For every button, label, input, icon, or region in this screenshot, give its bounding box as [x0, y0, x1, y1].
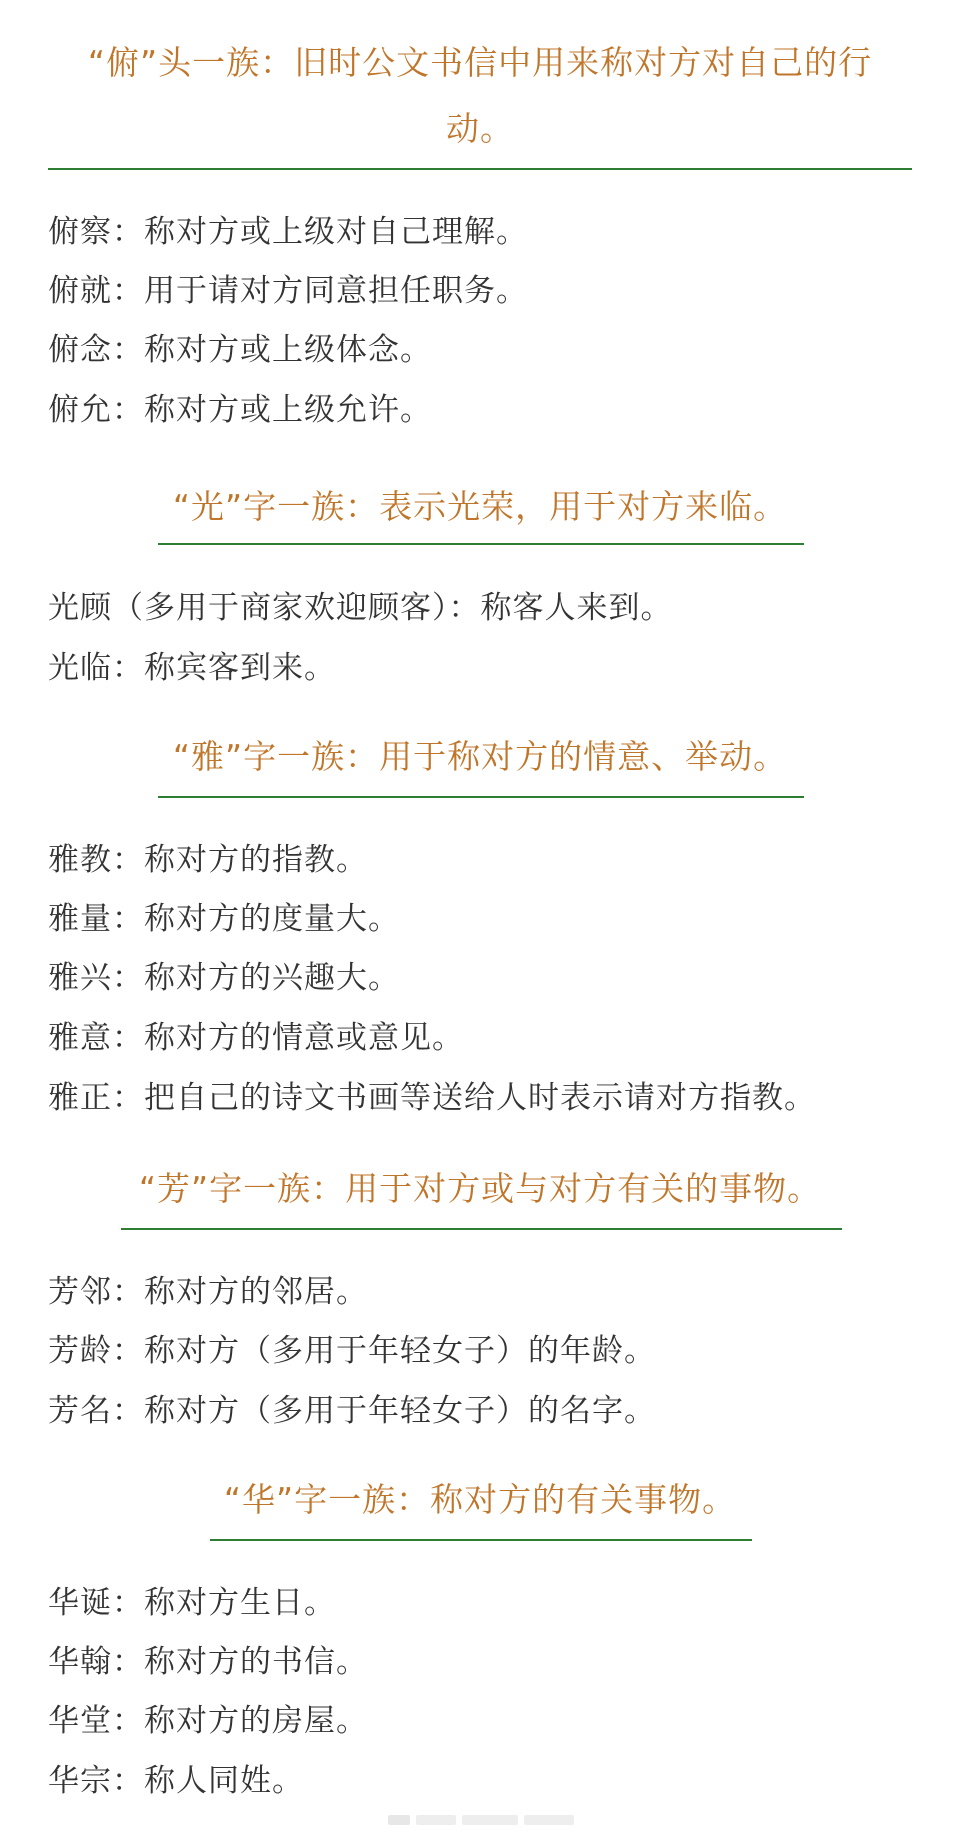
entry-huatang: 华堂：称对方的房屋。 — [48, 1703, 368, 1739]
entry-fucha: 俯察：称对方或上级对自己理解。 — [48, 214, 528, 250]
section-title-hua: “华”字一族：称对方的有关事物。 — [223, 1480, 737, 1519]
entry-fangming: 芳名：称对方（多用于年轻女子）的名字。 — [48, 1393, 656, 1429]
entry-yazheng: 雅正：把自己的诗文书画等送给人时表示请对方指教。 — [48, 1080, 816, 1116]
entry-huadan: 华诞：称对方生日。 — [48, 1585, 336, 1621]
entry-yajiao: 雅教：称对方的指教。 — [48, 842, 368, 878]
watermark-logo — [388, 1812, 578, 1828]
entry-fanglin: 芳邻：称对方的邻居。 — [48, 1274, 368, 1310]
section-rule-fang — [121, 1228, 842, 1230]
entry-fuyun: 俯允：称对方或上级允许。 — [48, 392, 432, 428]
section-rule-guang — [158, 543, 804, 545]
section-title-ya: “雅”字一族：用于称对方的情意、举动。 — [172, 737, 788, 776]
entry-guanglin: 光临：称宾客到来。 — [48, 650, 336, 686]
section-rule-fu — [48, 168, 912, 170]
entry-guanggu: 光顾（多用于商家欢迎顾客）：称客人来到。 — [48, 590, 673, 626]
section-title-fang: “芳”字一族：用于对方或与对方有关的事物。 — [138, 1169, 822, 1208]
section-rule-hua — [210, 1539, 752, 1541]
entry-yaxing: 雅兴：称对方的兴趣大。 — [48, 960, 400, 996]
section-title-fu: “俯”头一族：旧时公文书信中用来称对方对自己的行动。 — [87, 43, 873, 148]
section-title-guang: “光”字一族：表示光荣，用于对方来临。 — [172, 487, 788, 526]
entry-huazong: 华宗：称人同姓。 — [48, 1763, 304, 1799]
section-rule-ya — [158, 796, 804, 798]
entry-fujiu: 俯就：用于请对方同意担任职务。 — [48, 273, 528, 309]
entry-yaliang: 雅量：称对方的度量大。 — [48, 901, 400, 937]
entry-huahan: 华翰：称对方的书信。 — [48, 1644, 368, 1680]
entry-fangling: 芳龄：称对方（多用于年轻女子）的年龄。 — [48, 1333, 656, 1369]
entry-funian: 俯念：称对方或上级体念。 — [48, 332, 432, 368]
entry-yayi: 雅意：称对方的情意或意见。 — [48, 1020, 464, 1056]
